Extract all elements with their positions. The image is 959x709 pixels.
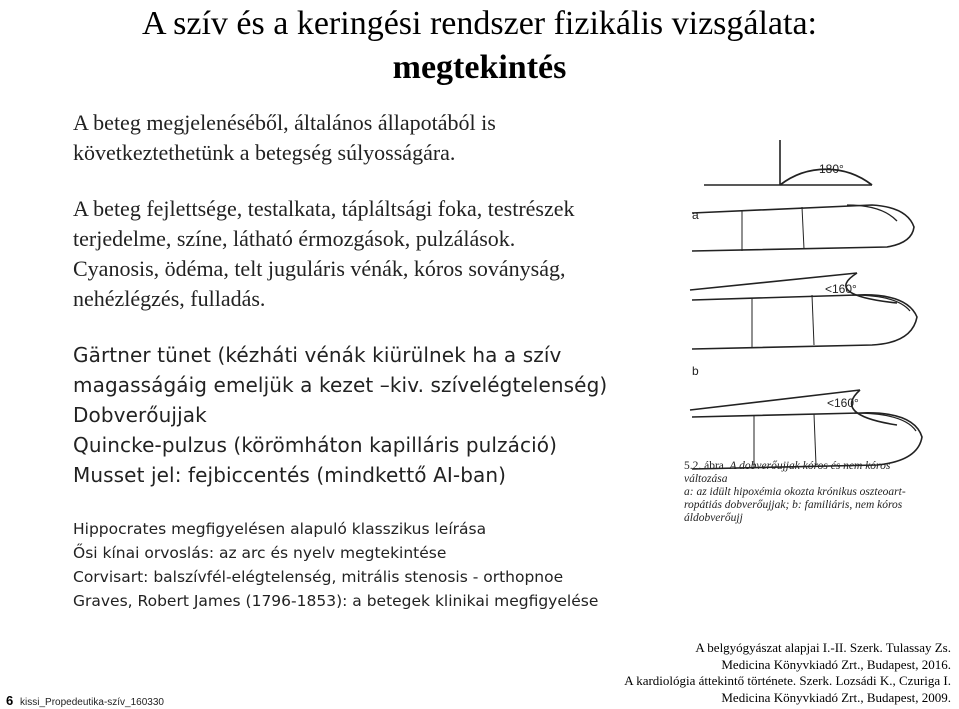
file-label: kissi_Propedeutika-szív_160330 — [20, 697, 164, 708]
slide-footer — [6, 693, 164, 708]
text-line: Cyanosis, ödéma, telt juguláris vénák, kóros soványság, — [73, 256, 566, 281]
text-line: Graves, Robert James (1796-1853): a betegek klinikai megfigyelése — [73, 592, 599, 610]
text-line: Hippocrates megfigyelésen alapuló klasszikus leírása — [73, 520, 487, 538]
angle-label-160b: <160° — [827, 396, 859, 410]
text-line: A beteg megjelenéséből, általános állapotából is — [73, 110, 496, 135]
reference-line: Medicina Könyvkiadó Zrt., Budapest, 2016. — [721, 656, 951, 672]
text-line: Dobverőujjak — [73, 403, 207, 427]
text-line: Quincke-pulzus (körömháton kapilláris pulzáció) — [73, 433, 558, 457]
paragraph-intro — [73, 108, 496, 168]
paragraph-signs — [73, 340, 607, 490]
caption-line: ropátiás dobverőujjak; b: familiáris, nem kóros — [684, 499, 903, 511]
figure-label-b: b — [692, 364, 699, 378]
text-line: Ősi kínai orvoslás: az arc és nyelv megtekintése — [73, 544, 447, 562]
text-line: következtethetünk a betegség súlyosságára. — [73, 140, 456, 165]
caption-line: változása — [684, 473, 728, 485]
reference-line: A belgyógyászat alapjai I.-II. Szerk. Tulassay Zs. — [695, 640, 951, 655]
references — [624, 640, 951, 706]
figure-caption — [684, 460, 952, 525]
slide-title-line1: A szív és a keringési rendszer fizikális vizsgálata: — [141, 5, 818, 42]
slide-title-line2: megtekintés — [392, 49, 567, 86]
page-number: 6 — [6, 693, 14, 708]
paragraph-observations — [73, 194, 575, 314]
angle-label-160a: <160° — [825, 282, 857, 296]
caption-line: A dobverőujjak kóros és nem kóros — [729, 460, 891, 472]
reference-line: Medicina Könyvkiadó Zrt., Budapest, 2009. — [721, 689, 951, 705]
figure-label-a: a — [692, 208, 699, 222]
text-line: magasságáig emeljük a kezet –kiv. szívelégtelenség) — [73, 373, 608, 397]
paragraph-history — [73, 517, 598, 613]
caption-line: áldobverőujj — [684, 512, 743, 524]
text-line: A beteg fejlettsége, testalkata, tápláltsági foka, testrészek — [73, 196, 575, 221]
text-line: nehézlégzés, fulladás. — [73, 286, 266, 311]
text-line: Gärtner tünet (kézháti vénák kiürülnek ha a szív — [73, 343, 562, 367]
text-line: terjedelme, színe, látható érmozgások, pulzálások. — [73, 226, 516, 251]
text-line: Corvisart: balszívfél-elégtelenség, mitrális stenosis - orthopnoe — [73, 568, 564, 586]
angle-label-180: 180° — [819, 162, 844, 176]
figure-number: 5.2. ábra. — [684, 460, 727, 472]
reference-line: A kardiológia áttekintő története. Szerk. Lozsádi K., Czuriga I. — [624, 673, 951, 688]
text-line: Musset jel: fejbiccentés (mindkettő AI-ban) — [73, 463, 507, 487]
caption-line: a: az idült hipoxémia okozta krónikus oszteoart- — [684, 486, 906, 498]
slide-title — [0, 2, 959, 90]
